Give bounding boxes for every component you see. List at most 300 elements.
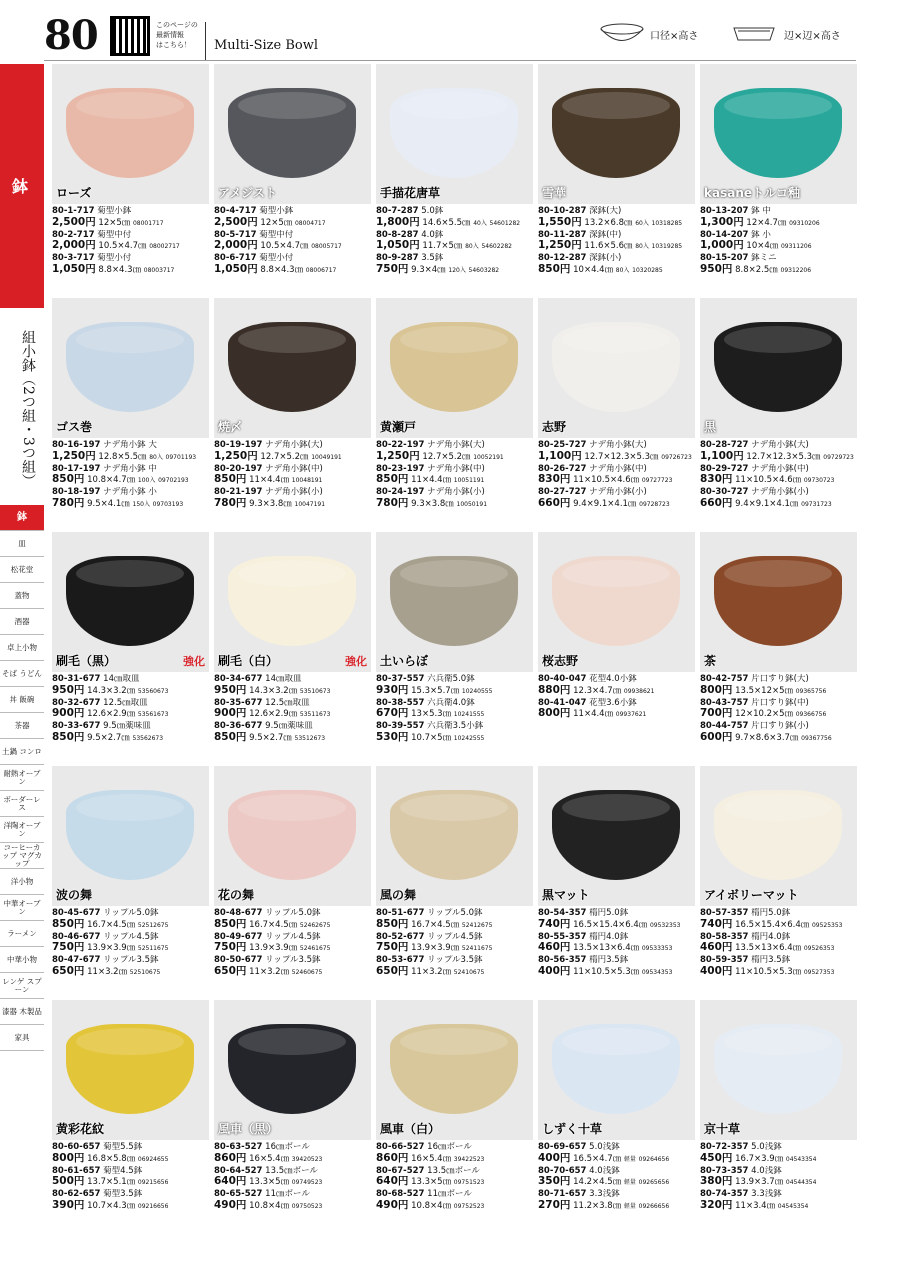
price: 1,300円 [700, 216, 744, 228]
dimensions: 14.6×5.5㎝ [422, 217, 471, 228]
item-code: 80-11-287 [538, 229, 587, 240]
dimensions: 10.7×4.3㎝ [87, 1200, 136, 1211]
product-card[interactable] [538, 766, 695, 1000]
item-code: 80-28-727 [700, 440, 749, 450]
bowl-image [228, 1024, 356, 1114]
price-line [376, 966, 533, 979]
price: 780円 [376, 497, 409, 509]
item-code: 80-55-357 [538, 931, 587, 942]
price: 750円 [376, 263, 409, 275]
bowl-image [552, 1024, 680, 1114]
item-type: 16㎝ボール [427, 1142, 472, 1152]
sidebar-nav-item[interactable]: 卓上小物 [0, 635, 44, 661]
price-line [214, 264, 371, 277]
jan-code: 10047191 [294, 500, 326, 508]
dimensions: 13.9×3.9㎝ [87, 943, 136, 954]
product-card[interactable] [538, 64, 695, 298]
jan-code: 10318285 [651, 219, 683, 227]
item-type: 9.5㎝薬味皿 [103, 721, 151, 732]
price-line [52, 708, 209, 721]
price: 1,000円 [700, 240, 744, 252]
product-name: 刷毛（白） [218, 654, 279, 668]
product-specs [538, 1142, 695, 1213]
dimensions: 12.7×5.2㎝ [260, 451, 309, 462]
dimensions: 9.3×3.8㎝ [249, 498, 292, 509]
item-type: 楕円5.0鉢 [589, 908, 629, 918]
dimensions: 16.5×4.7㎝ [573, 1153, 622, 1164]
item-code: 80-18-197 [52, 487, 101, 498]
item-code: 80-45-677 [52, 908, 101, 918]
product-card[interactable] [700, 64, 857, 298]
price-line [700, 1176, 857, 1189]
sidebar-nav-item[interactable]: 蓋物 [0, 583, 44, 609]
item-type: 菊型3.5鉢 [103, 1189, 143, 1200]
product-card[interactable] [52, 532, 209, 766]
price: 660円 [538, 497, 571, 509]
product-name: 雪華 [542, 186, 567, 200]
price: 700円 [700, 708, 733, 720]
dimensions: 16×5.4㎝ [411, 1153, 452, 1164]
item-code: 80-74-357 [700, 1189, 749, 1200]
product-name: 刷毛（黒） [56, 654, 117, 668]
item-code: 80-37-557 [376, 674, 425, 684]
price: 950円 [214, 684, 247, 696]
bowl-image [66, 556, 194, 646]
jan-code: 09726723 [661, 453, 692, 461]
product-photo [376, 64, 533, 204]
bowl-image [714, 556, 842, 646]
item-code: 80-7-287 [376, 206, 419, 216]
page-subtitle: Multi-Size Bowl [214, 38, 319, 53]
sidebar-nav-item[interactable]: ボーダーレス [0, 791, 44, 817]
item-type: 六兵衛5.0鉢 [427, 674, 475, 684]
item-code: 80-27-727 [538, 487, 587, 498]
product-card[interactable] [214, 64, 371, 298]
bowl-image [228, 556, 356, 646]
item-type: ナデ角小鉢(大) [427, 440, 485, 450]
sidebar-nav-item[interactable]: 酒器 [0, 609, 44, 635]
item-code: 80-69-657 [538, 1142, 587, 1152]
product-card[interactable] [538, 298, 695, 532]
item-code: 80-52-677 [376, 931, 425, 942]
price: 460円 [538, 942, 571, 954]
item-type: 9.5㎝薬味皿 [265, 721, 313, 732]
item-code-line [538, 674, 695, 685]
item-code: 80-53-677 [376, 955, 425, 966]
item-code: 80-8-287 [376, 229, 419, 240]
sidebar-nav-item[interactable]: 洋陶オーブン [0, 817, 44, 843]
item-code-line [700, 464, 857, 475]
price-line [700, 1153, 857, 1166]
item-type: 14㎝取皿 [103, 674, 140, 684]
price: 740円 [538, 918, 571, 930]
sidebar-nav-item[interactable]: 中華小物 [0, 947, 44, 973]
sidebar-nav-item[interactable]: そば うどん [0, 661, 44, 687]
price: 350円 [538, 1176, 571, 1188]
header-divider [205, 22, 206, 60]
dimensions: 9.4×9.1×4.1㎝ [573, 498, 637, 509]
item-code-line [700, 955, 857, 966]
product-specs [700, 206, 857, 277]
product-card[interactable] [700, 1000, 857, 1234]
item-code-line [538, 908, 695, 919]
price-line [538, 1176, 695, 1189]
price-line [376, 685, 533, 698]
jan-code: 52511675 [137, 945, 169, 953]
page-number: 80 [44, 12, 98, 59]
sidebar-nav-item[interactable]: 家具 [0, 1025, 44, 1051]
price-line [538, 240, 695, 253]
jan-code: 10240555 [461, 687, 493, 695]
price-line [376, 1176, 533, 1189]
price: 270円 [538, 1199, 571, 1211]
dimensions: 10.8×4.7㎝ [87, 475, 136, 486]
item-code: 80-62-657 [52, 1189, 101, 1200]
price-line [538, 942, 695, 955]
item-type: 5.0浅鉢 [589, 1142, 620, 1152]
item-type: 楕円3.5鉢 [751, 955, 791, 966]
qr-code[interactable] [110, 16, 150, 56]
item-type: ナデ角小鉢(中) [589, 463, 647, 474]
price-line [214, 240, 371, 253]
item-type: リップル5.0鉢 [427, 908, 483, 918]
item-type: ナデ角小鉢 小 [103, 487, 157, 498]
dimensions: 10.5×4.7㎝ [98, 241, 147, 252]
price: 800円 [52, 1152, 85, 1164]
price: 780円 [52, 497, 85, 509]
sidebar-nav-item[interactable]: 中華オーブン [0, 895, 44, 921]
item-code-line [700, 206, 857, 217]
product-specs [52, 440, 209, 511]
item-code-line [376, 908, 533, 919]
price-line [538, 264, 695, 277]
price-line [52, 732, 209, 745]
product-specs [700, 908, 857, 979]
item-code: 80-48-677 [214, 908, 263, 918]
price: 400円 [700, 965, 733, 977]
price-line [700, 942, 857, 955]
jan-code: 10049191 [311, 453, 342, 461]
price: 650円 [376, 965, 409, 977]
price: 850円 [52, 474, 85, 486]
price-line [214, 685, 371, 698]
jan-code: 10320285 [632, 266, 663, 274]
product-card[interactable] [700, 766, 857, 1000]
price-line [700, 685, 857, 698]
dimensions: 13.5×13×6.4㎝ [735, 943, 802, 954]
item-code: 80-33-677 [52, 721, 101, 732]
product-card[interactable] [52, 766, 209, 1000]
price-line [376, 217, 533, 230]
product-card[interactable] [700, 532, 857, 766]
bowl-image [714, 790, 842, 880]
item-code: 80-58-357 [700, 931, 749, 942]
item-code-line [214, 955, 371, 966]
item-code: 80-20-197 [214, 463, 263, 474]
item-code-line [376, 440, 533, 451]
item-code-line [214, 908, 371, 919]
dimensions: 9.3×4㎝ [411, 264, 446, 275]
price: 850円 [214, 474, 247, 486]
item-code-line [214, 1142, 371, 1153]
item-type: 片口すり鉢(小) [751, 721, 809, 732]
legend-square [728, 22, 841, 46]
dimensions: 9.5×2.7㎝ [249, 732, 292, 743]
product-specs [376, 674, 533, 745]
qr-note [156, 20, 198, 50]
product-photo [52, 766, 209, 906]
price-line [700, 498, 857, 511]
bowl-image [66, 1024, 194, 1114]
dimensions: 13.3×5㎝ [411, 1177, 452, 1188]
item-type: 菊型小付 [97, 253, 132, 264]
dimensions: 9.5×2.7㎝ [87, 732, 130, 743]
item-code: 80-25-727 [538, 440, 587, 450]
sidebar-nav-item[interactable]: ラーメン [0, 921, 44, 947]
jan-code: 09265656 [638, 1179, 670, 1187]
jan-code: 10052191 [473, 453, 504, 461]
price: 450円 [700, 1152, 733, 1164]
price-line [214, 217, 371, 230]
jan-code: 04545354 [777, 1202, 809, 1210]
product-name: 京十草 [704, 1122, 741, 1136]
item-code-line [700, 230, 857, 241]
dimensions: 11×3.2㎝ [87, 966, 128, 977]
bowl-image [66, 790, 194, 880]
item-code: 80-19-197 [214, 440, 263, 450]
bowl-image [390, 88, 518, 178]
item-code-line [700, 440, 857, 451]
product-card[interactable] [538, 1000, 695, 1234]
dimensions: 11×4.4㎝ [249, 475, 290, 486]
bowl-image [390, 556, 518, 646]
item-code: 80-72-357 [700, 1142, 749, 1152]
pack-qty: 軽量 [623, 1155, 636, 1163]
price-line [52, 451, 209, 464]
sidebar-nav-item[interactable]: 洋小物 [0, 869, 44, 895]
dimensions: 11×10.5×4.6㎝ [573, 475, 640, 486]
reinforced-badge: 強化 [345, 655, 367, 668]
dimensions: 16.8×5.8㎝ [87, 1153, 136, 1164]
price: 640円 [376, 1176, 409, 1188]
price: 950円 [52, 684, 85, 696]
product-card[interactable] [376, 298, 533, 532]
price: 2,500円 [52, 216, 96, 228]
sidebar-nav-item[interactable]: レンゲ スプーン [0, 973, 44, 999]
item-code: 80-41-047 [538, 697, 587, 708]
dimensions: 11.2×3.8㎝ [573, 1200, 622, 1211]
price-line [214, 1176, 371, 1189]
product-photo [538, 1000, 695, 1140]
square-plate-icon [728, 22, 780, 46]
item-code: 80-9-287 [376, 253, 419, 264]
sidebar-nav-item[interactable]: 皿 [0, 531, 44, 557]
dimensions: 11×10.5×4.6㎝ [735, 475, 802, 486]
sidebar-main-tab[interactable] [0, 64, 44, 308]
item-code-line [700, 1166, 857, 1177]
item-type: 花型3.6小鉢 [589, 697, 637, 708]
jan-code: 08006717 [305, 266, 337, 274]
dimensions: 12×5㎝ [98, 217, 131, 228]
product-card[interactable] [700, 298, 857, 532]
price-line [700, 451, 857, 464]
product-photo [214, 766, 371, 906]
item-code-line [538, 1142, 695, 1153]
item-code: 80-42-757 [700, 674, 749, 684]
item-code-line [214, 440, 371, 451]
product-card[interactable] [214, 1000, 371, 1234]
item-code-line [52, 932, 209, 943]
product-photo [538, 532, 695, 672]
product-card[interactable] [52, 298, 209, 532]
product-name: 黒 [704, 420, 717, 434]
jan-code: 09728723 [639, 500, 670, 508]
sidebar-nav-item[interactable]: 丼 飯碗 [0, 687, 44, 713]
price: 950円 [700, 263, 733, 275]
jan-code: 52461675 [299, 945, 331, 953]
product-specs [376, 206, 533, 277]
item-code-line [376, 932, 533, 943]
item-code-line [214, 932, 371, 943]
product-photo [376, 766, 533, 906]
dimensions: 16.7×4.5㎝ [411, 919, 460, 930]
price-line [214, 732, 371, 745]
product-row [52, 766, 858, 1000]
dimensions: 10.8×4㎝ [411, 1200, 452, 1211]
product-card[interactable] [538, 532, 695, 766]
item-code: 80-1-717 [52, 206, 95, 216]
product-name: 花の舞 [218, 888, 255, 902]
jan-code: 53562673 [132, 734, 164, 742]
price: 2,000円 [52, 240, 96, 252]
jan-code: 09525353 [811, 921, 843, 929]
price-line [376, 240, 533, 253]
product-card[interactable] [376, 532, 533, 766]
sidebar-nav-item[interactable]: 鉢 [0, 505, 44, 531]
price: 1,800円 [376, 216, 420, 228]
sidebar-nav-item[interactable]: 漆器 木製品 [0, 999, 44, 1025]
item-code-line [214, 487, 371, 498]
dimensions: 13.9×3.9㎝ [249, 943, 298, 954]
jan-code: 52410675 [453, 968, 485, 976]
price-line [700, 732, 857, 745]
price: 880円 [538, 684, 571, 696]
price-line [700, 264, 857, 277]
jan-code: 53511673 [299, 711, 331, 719]
pack-qty: 80入 [465, 243, 479, 251]
price-line [538, 474, 695, 487]
price-line [214, 942, 371, 955]
product-card[interactable] [376, 64, 533, 298]
product-card[interactable] [214, 766, 371, 1000]
sidebar-nav-item[interactable]: 土鍋 コンロ [0, 739, 44, 765]
item-type: 3.3浅鉢 [751, 1189, 782, 1200]
dimensions: 13.9×3.9㎝ [411, 943, 460, 954]
item-code-line [538, 698, 695, 709]
jan-code: 06924655 [137, 1155, 169, 1163]
item-code: 80-71-657 [538, 1189, 587, 1200]
product-specs [52, 1142, 209, 1213]
product-card[interactable] [214, 532, 371, 766]
item-code-line [214, 721, 371, 732]
sidebar-nav-item[interactable]: 耐熱オーブン [0, 765, 44, 791]
item-code-line [52, 206, 209, 217]
sidebar-nav-item[interactable]: コーヒーカップ マグカップ [0, 843, 44, 869]
product-specs [52, 908, 209, 979]
sidebar-nav-item[interactable]: 茶器 [0, 713, 44, 739]
pack-qty: 120入 [448, 266, 466, 274]
bowl-image [390, 790, 518, 880]
item-code: 80-61-657 [52, 1165, 101, 1176]
price-line [700, 708, 857, 721]
product-name: 波の舞 [56, 888, 93, 902]
product-card[interactable] [376, 1000, 533, 1234]
item-code: 80-67-527 [376, 1165, 425, 1176]
product-name: 手描花唐草 [380, 186, 441, 200]
item-type: 3.5鉢 [421, 253, 444, 264]
bowl-image [228, 322, 356, 412]
price-line [700, 240, 857, 253]
jan-code: 09526353 [803, 945, 835, 953]
dimensions: 11×3.2㎝ [411, 966, 452, 977]
item-code-line [214, 1166, 371, 1177]
product-card[interactable] [52, 1000, 209, 1234]
price-line [52, 1176, 209, 1189]
price: 850円 [538, 263, 571, 275]
bowl-image [390, 322, 518, 412]
price: 1,100円 [538, 450, 582, 462]
product-card[interactable] [376, 766, 533, 1000]
item-type: 花型4.0小鉢 [589, 674, 637, 684]
product-card[interactable] [52, 64, 209, 298]
price-line [52, 966, 209, 979]
price: 320円 [700, 1199, 733, 1211]
product-photo [52, 298, 209, 438]
jan-code: 53512673 [294, 734, 326, 742]
jan-code: 04544354 [785, 1179, 817, 1187]
item-code-line [376, 721, 533, 732]
item-code-line [52, 1142, 209, 1153]
price-line [538, 498, 695, 511]
item-type: 深鉢(大) [589, 206, 622, 216]
jan-code: 10241555 [453, 711, 485, 719]
item-code-line [700, 908, 857, 919]
item-code-line [700, 253, 857, 264]
item-code-line [376, 487, 533, 498]
product-name: ローズ [56, 186, 92, 200]
jan-code: 09938621 [623, 687, 655, 695]
item-type: ナデ角小鉢(中) [751, 463, 809, 474]
sidebar-nav-item[interactable]: 松花堂 [0, 557, 44, 583]
dimensions: 13.5×12×5㎝ [735, 685, 794, 696]
jan-code: 52512675 [137, 921, 169, 929]
item-code-line [538, 932, 695, 943]
price-line [538, 966, 695, 979]
dimensions: 12.8×5.5㎝ [98, 451, 147, 462]
item-code: 80-29-727 [700, 463, 749, 474]
product-card[interactable] [214, 298, 371, 532]
price: 1,250円 [52, 450, 96, 462]
price: 850円 [376, 474, 409, 486]
item-code: 80-22-197 [376, 440, 425, 450]
price: 900円 [214, 708, 247, 720]
price: 850円 [376, 918, 409, 930]
bowl-image [228, 88, 356, 178]
price-line [52, 474, 209, 487]
price-line [376, 1200, 533, 1213]
price: 1,050円 [376, 240, 420, 252]
item-code-line [538, 487, 695, 498]
